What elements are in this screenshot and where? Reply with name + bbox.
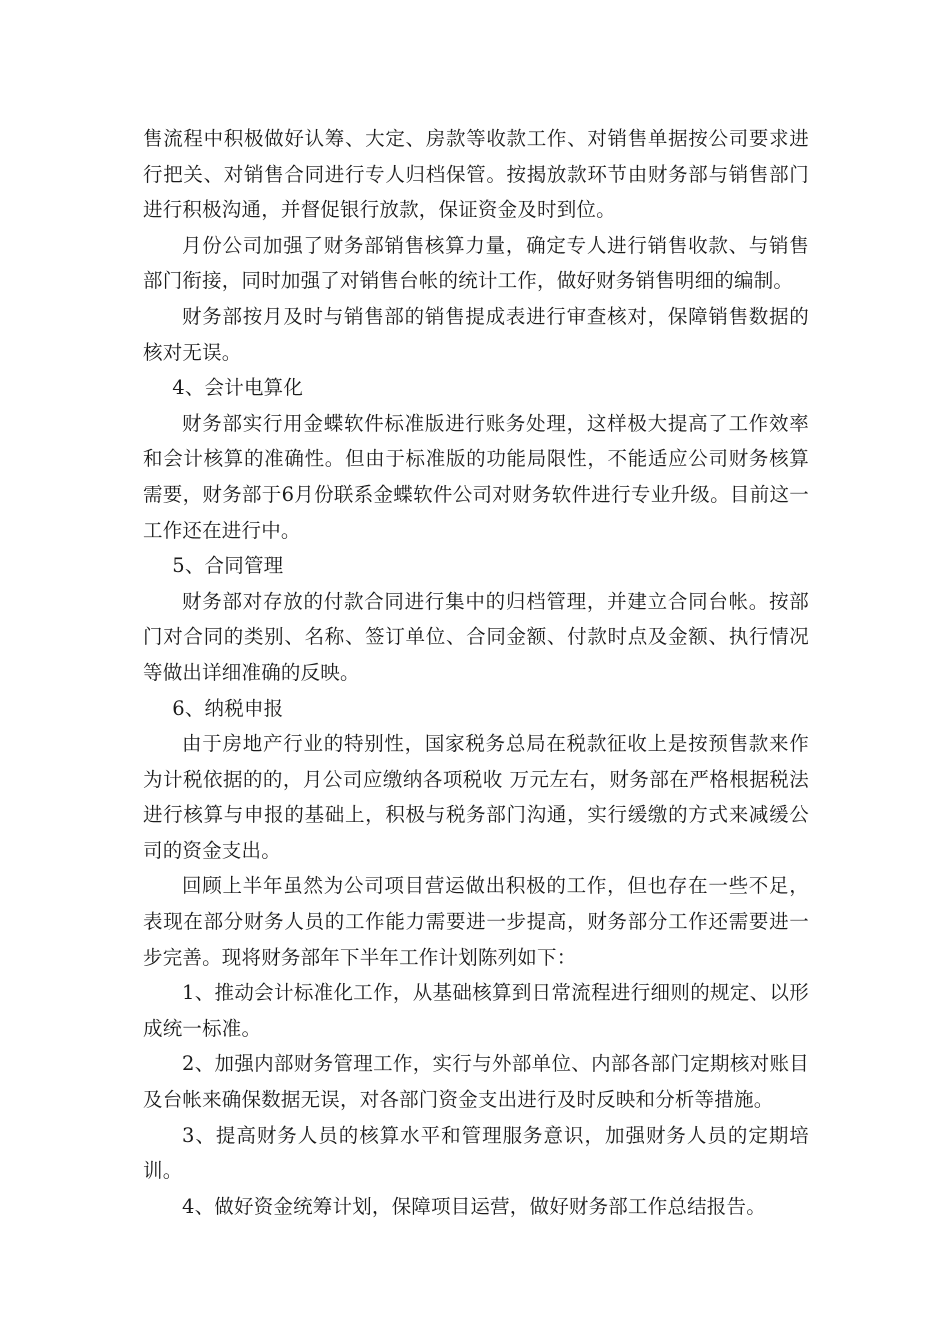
plan-item-1: 1、推动会计标准化工作，从基础核算到日常流程进行细则的规定、以形成统一标准。 [143, 981, 809, 1040]
section-heading-tax-declaration: 6、纳税申报 [172, 696, 284, 720]
paragraph-contract-archive: 财务部对存放的付款合同进行集中的归档管理，并建立合同台帐。按部门对合同的类别、名称、签订单位、合同金额、付款时点及金额、执行情况等做出详细准确的反映。 [143, 589, 809, 684]
section-heading-accounting-computerization: 4、会计电算化 [172, 376, 304, 400]
plan-item-3: 3、提高财务人员的核算水平和管理服务意识，加强财务人员的定期培训。 [143, 1123, 809, 1183]
plan-item-4: 4、做好资金统筹计划，保障项目运营，做好财务部工作总结报告。 [182, 1194, 766, 1218]
document-body [143, 121, 809, 1224]
paragraph-half-year-review: 回顾上半年虽然为公司项目营运做出积极的工作，但也存在一些不足，表现在部分财务人员的工作能力需要进一步提高，财务部分工作还需要进一步完善。现将财务部年下半年工作计划陈列如下： [143, 874, 809, 969]
section-heading-contract-management: 5、合同管理 [172, 554, 284, 578]
paragraph-sales-collection: 售流程中积极做好认筹、大定、房款等收款工作、对销售单据按公司要求进行把关、对销售合同进行专人归档保管。按揭放款环节由财务部与销售部门进行积极沟通，并督促银行放款，保证资金及时到位。 [143, 127, 809, 222]
paragraph-sales-accounting: 月份公司加强了财务部销售核算力量，确定专人进行销售收款、与销售部门衔接，同时加强了对销售台帐的统计工作，做好财务销售明细的编制。 [143, 233, 809, 293]
paragraph-commission-check: 财务部按月及时与销售部的销售提成表进行审查核对，保障销售数据的核对无误。 [143, 304, 809, 364]
paragraph-tax-details: 由于房地产行业的特别性，国家税务总局在税款征收上是按预售款来作为计税依据的的，月公司应缴纳各项税收 万元左右，财务部在严格根据税法进行核算与申报的基础上，积极与税务部门沟通，实行缓缴的方式来减缓公司的资金支出。 [143, 732, 809, 862]
plan-item-2: 2、加强内部财务管理工作，实行与外部单位、内部各部门定期核对账目及台帐来确保数据无误，对各部门资金支出进行及时反映和分析等措施。 [143, 1052, 809, 1112]
paragraph-kingdee-software: 财务部实行用金蝶软件标准版进行账务处理，这样极大提高了工作效率和会计核算的准确性。但由于标准版的功能局限性，不能适应公司财务核算需要，财务部于6月份联系金蝶软件公司对财务软件进行专业升级。目前这一工作还在进行中。 [143, 411, 809, 542]
